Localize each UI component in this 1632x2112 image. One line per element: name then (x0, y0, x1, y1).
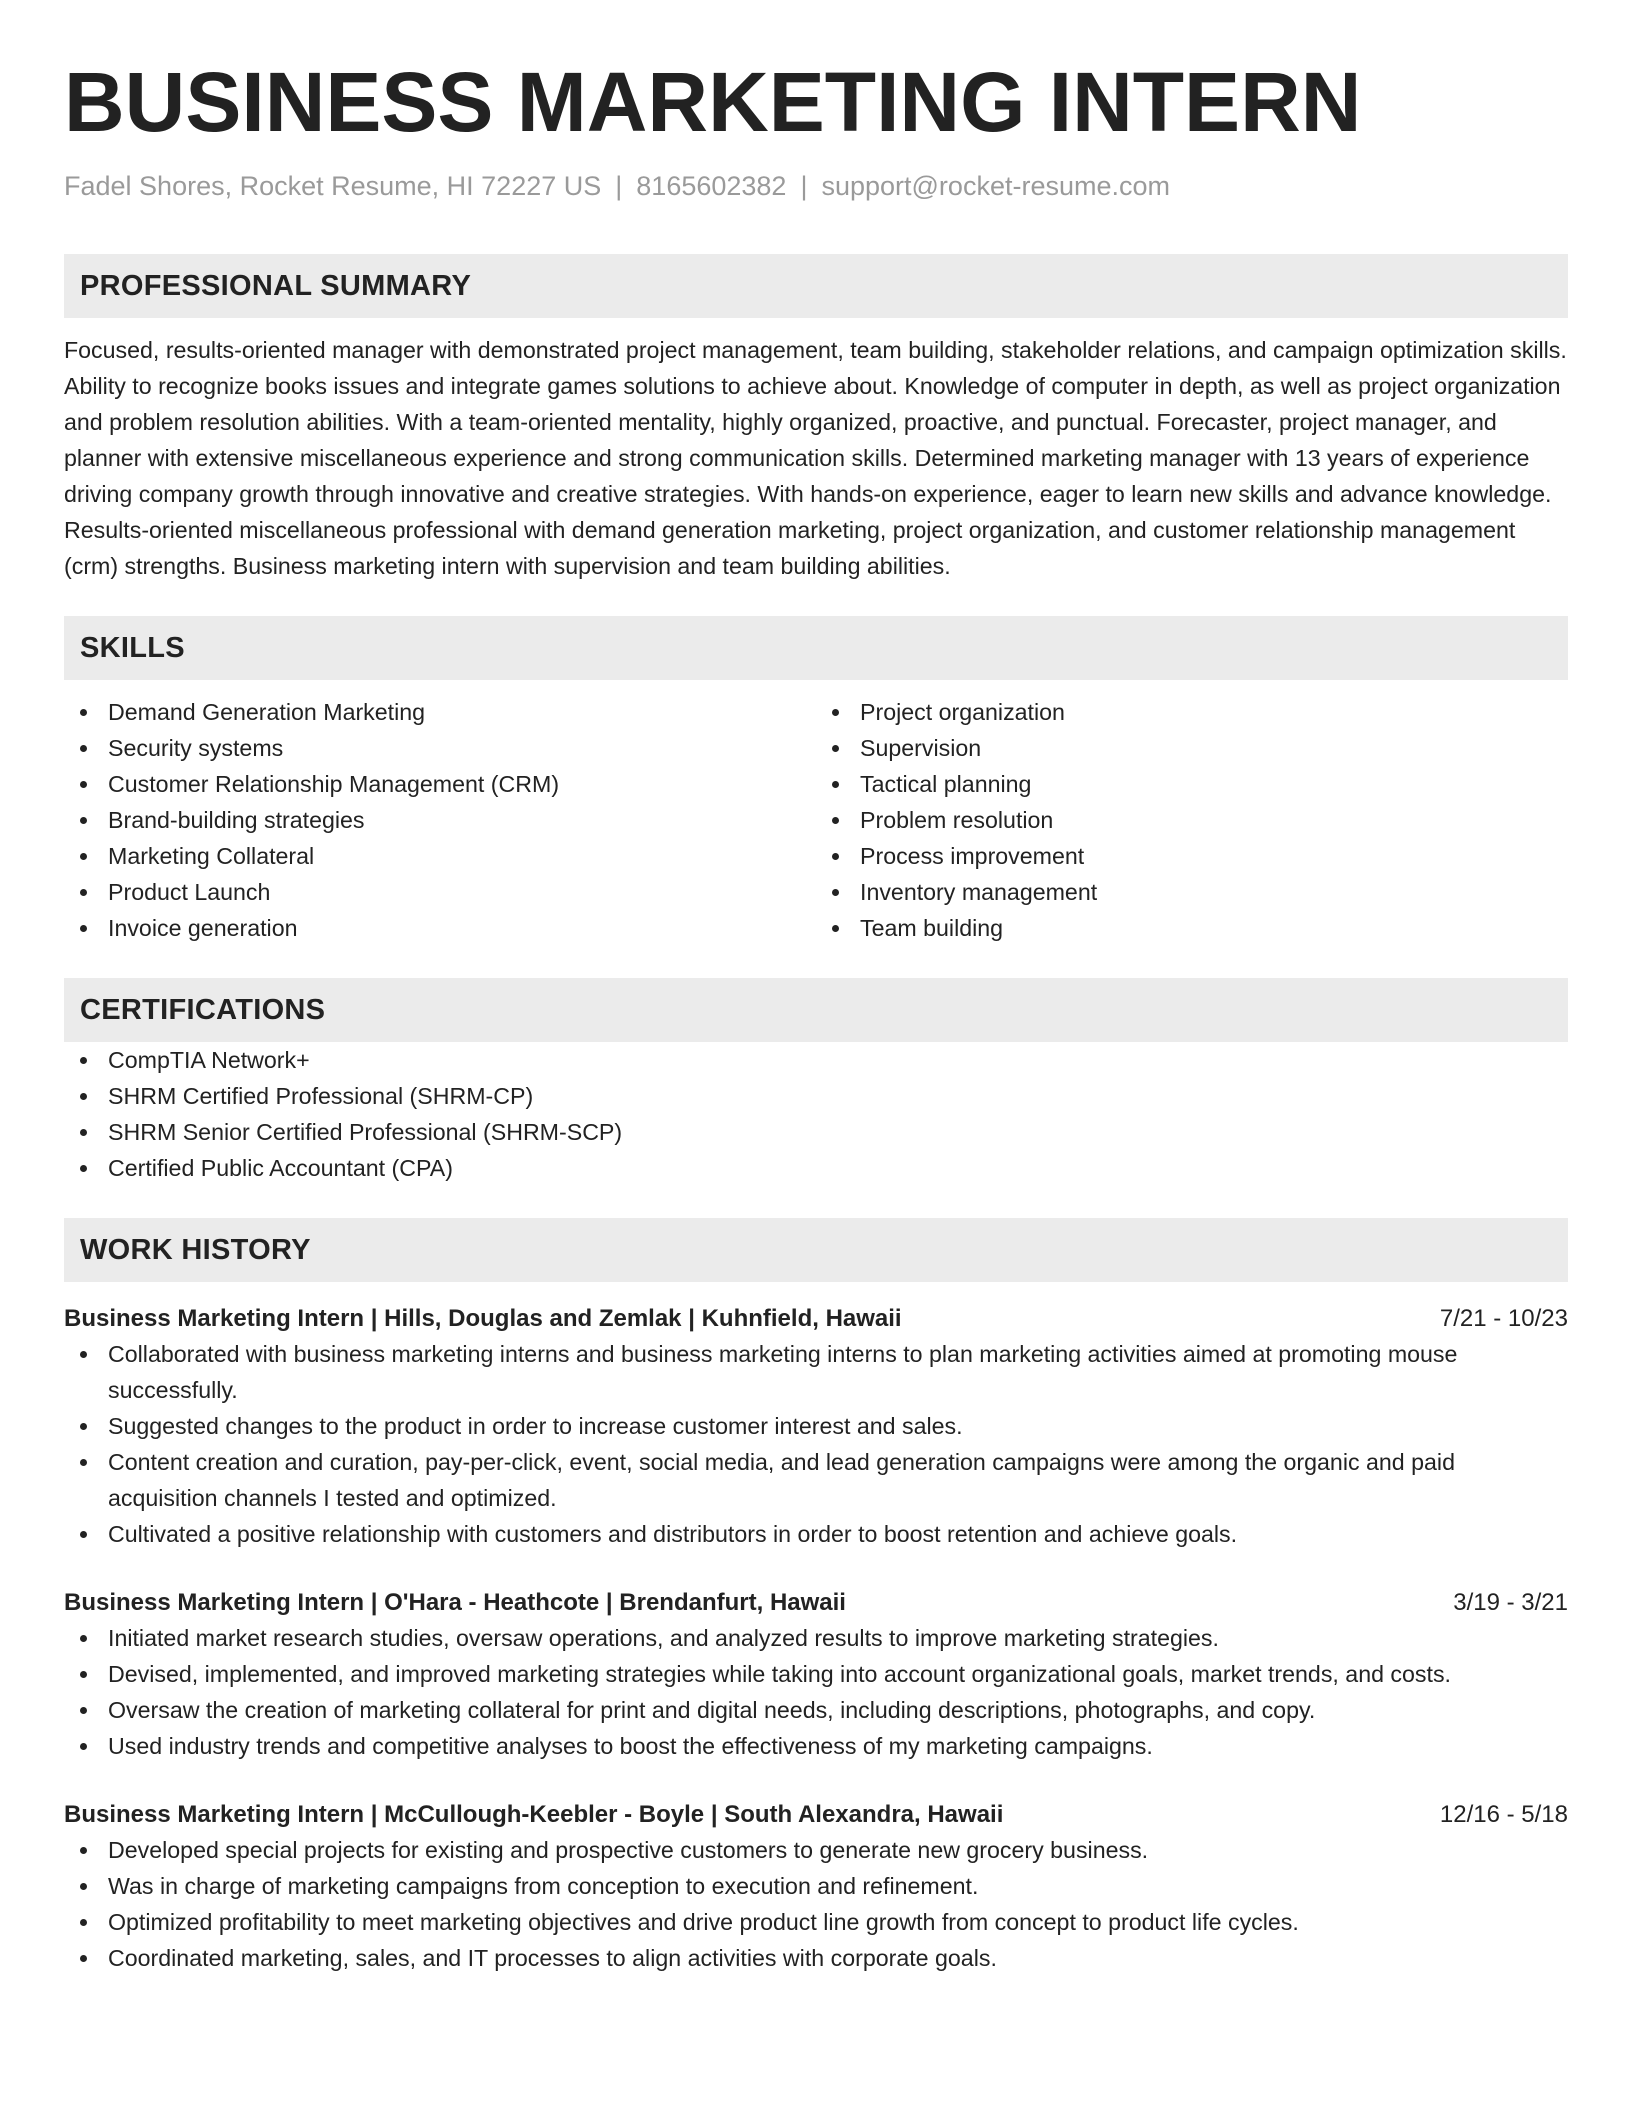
bullet-icon (80, 1743, 87, 1750)
bullet-icon (80, 1883, 87, 1890)
skill-label: Problem resolution (860, 807, 1054, 833)
skill-item (816, 694, 1568, 730)
job-bullet-text: Coordinated marketing, sales, and IT processes to align activities with corporate goals. (108, 1945, 997, 1971)
job-heading: Business Marketing Intern | Hills, Douglas and Zemlak | Kuhnfield, Hawaii (64, 1305, 902, 1332)
skill-label: Marketing Collateral (108, 843, 315, 869)
skill-label: Invoice generation (108, 915, 298, 941)
skill-item (64, 730, 816, 766)
contact-separator: | (800, 171, 808, 201)
bullet-icon (80, 889, 87, 896)
bullet-icon (80, 1671, 87, 1678)
job-entry (64, 1798, 1568, 1976)
skill-label: Project organization (860, 699, 1065, 725)
skill-label: Demand Generation Marketing (108, 699, 426, 725)
bullet-icon (832, 781, 839, 788)
job-bullet (64, 1408, 1568, 1444)
skills-columns (64, 694, 1568, 946)
job-bullet (64, 1728, 1568, 1764)
skill-label: Team building (860, 915, 1004, 941)
skill-item (64, 838, 816, 874)
job-bullet-text: Collaborated with business marketing interns and business marketing interns to plan marketing activities aimed at promoting mouse successfully. (108, 1341, 1458, 1403)
skill-item (816, 910, 1568, 946)
skill-item (816, 874, 1568, 910)
bullet-icon (80, 1351, 87, 1358)
skills-list-left (64, 694, 816, 946)
skill-label: Supervision (860, 735, 982, 761)
bullet-icon (80, 1707, 87, 1714)
job-bullet-list (64, 1620, 1568, 1764)
bullet-icon (80, 745, 87, 752)
job-bullet-text: Content creation and curation, pay-per-click, event, social media, and lead generation campaigns were among the organic and paid acquisition channels I tested and optimized. (108, 1449, 1455, 1511)
job-bullet (64, 1336, 1568, 1408)
section-header-skills: SKILLS (64, 616, 1568, 680)
job-heading: Business Marketing Intern | O'Hara - Heathcote | Brendanfurt, Hawaii (64, 1589, 846, 1616)
job-header (64, 1586, 1568, 1620)
bullet-icon (832, 925, 839, 932)
job-bullet-text: Suggested changes to the product in order to increase customer interest and sales. (108, 1413, 963, 1439)
certification-label: Certified Public Accountant (CPA) (108, 1155, 453, 1181)
job-bullet-text: Oversaw the creation of marketing collateral for print and digital needs, including descriptions, photographs, and copy. (108, 1697, 1316, 1723)
skill-item (816, 766, 1568, 802)
contact-email: support@rocket-resume.com (821, 171, 1170, 201)
bullet-icon (80, 1919, 87, 1926)
skill-item (816, 802, 1568, 838)
bullet-icon (80, 925, 87, 932)
skill-label: Process improvement (860, 843, 1085, 869)
skill-item (816, 838, 1568, 874)
skills-column-right (816, 694, 1568, 946)
job-bullet (64, 1444, 1568, 1516)
contact-address: Fadel Shores, Rocket Resume, HI 72227 US (64, 171, 602, 201)
certification-label: SHRM Senior Certified Professional (SHRM-SCP) (108, 1119, 623, 1145)
skill-label: Brand-building strategies (108, 807, 365, 833)
certification-item (64, 1150, 1568, 1186)
bullet-icon (832, 709, 839, 716)
job-bullet (64, 1904, 1568, 1940)
bullet-icon (832, 745, 839, 752)
job-bullet (64, 1832, 1568, 1868)
job-bullet (64, 1516, 1568, 1552)
job-dates: 12/16 - 5/18 (1439, 1801, 1568, 1828)
skill-label: Product Launch (108, 879, 271, 905)
skill-label: Customer Relationship Management (CRM) (108, 771, 560, 797)
job-bullet-text: Developed special projects for existing and prospective customers to generate new grocery business. (108, 1837, 1149, 1863)
section-header-summary: PROFESSIONAL SUMMARY (64, 254, 1568, 318)
job-bullet (64, 1620, 1568, 1656)
skill-item (64, 802, 816, 838)
job-entry (64, 1586, 1568, 1764)
section-header-work-history: WORK HISTORY (64, 1218, 1568, 1282)
section-header-certifications: CERTIFICATIONS (64, 978, 1568, 1042)
bullet-icon (80, 781, 87, 788)
job-bullet-text: Cultivated a positive relationship with customers and distributors in order to boost retention and achieve goals. (108, 1521, 1238, 1547)
skill-item (64, 874, 816, 910)
job-bullet (64, 1692, 1568, 1728)
skills-column-left (64, 694, 816, 946)
job-bullet (64, 1940, 1568, 1976)
contact-separator: | (615, 171, 623, 201)
certification-item (64, 1078, 1568, 1114)
job-bullet-text: Devised, implemented, and improved marketing strategies while taking into account organizational goals, market trends, and costs. (108, 1661, 1451, 1687)
summary-paragraph: Focused, results-oriented manager with demonstrated project management, team building, stakeholder relations, and campaign optimization skills. Ability to recognize books issues and integrate games solutions to achieve about. Knowledge of computer in depth, as well as project organization and problem resolution abilities. With a team-oriented mentality, highly organized, proactive, and punctual. Forecaster, project manager, and planner with extensive miscellaneous experience and strong communication skills. Determined marketing manager with 13 years of experience driving company growth through innovative and creative strategies. With hands-on experience, eager to learn new skills and advance knowledge. Results-oriented miscellaneous professional with demand generation marketing, project organization, and customer relationship management (crm) strengths. Business marketing intern with supervision and team building abilities. (64, 337, 1567, 579)
certification-label: CompTIA Network+ (108, 1047, 310, 1073)
skill-item (816, 730, 1568, 766)
certification-item (64, 1042, 1568, 1078)
job-dates: 3/19 - 3/21 (1453, 1589, 1568, 1616)
bullet-icon (80, 1955, 87, 1962)
bullet-icon (80, 853, 87, 860)
bullet-icon (80, 817, 87, 824)
job-header (64, 1302, 1568, 1336)
bullet-icon (80, 1423, 87, 1430)
bullet-icon (80, 1531, 87, 1538)
skill-label: Tactical planning (860, 771, 1032, 797)
bullet-icon (832, 853, 839, 860)
job-bullet-text: Optimized profitability to meet marketing objectives and drive product line growth from concept to product life cycles. (108, 1909, 1299, 1935)
skill-label: Inventory management (860, 879, 1098, 905)
job-header (64, 1798, 1568, 1832)
certifications-list (64, 1042, 1568, 1186)
certification-label: SHRM Certified Professional (SHRM-CP) (108, 1083, 534, 1109)
contact-line (64, 168, 1568, 204)
job-bullet-list (64, 1336, 1568, 1552)
bullet-icon (80, 1459, 87, 1466)
skill-item (64, 910, 816, 946)
bullet-icon (80, 1057, 87, 1064)
bullet-icon (80, 1635, 87, 1642)
job-bullet-text: Initiated market research studies, oversaw operations, and analyzed results to improve marketing strategies. (108, 1625, 1219, 1651)
job-bullet-text: Used industry trends and competitive analyses to boost the effectiveness of my marketing campaigns. (108, 1733, 1153, 1759)
bullet-icon (832, 889, 839, 896)
job-bullet-list (64, 1832, 1568, 1976)
bullet-icon (80, 1165, 87, 1172)
job-heading: Business Marketing Intern | McCullough-Keebler - Boyle | South Alexandra, Hawaii (64, 1801, 1004, 1828)
bullet-icon (832, 817, 839, 824)
bullet-icon (80, 1093, 87, 1100)
job-bullet (64, 1868, 1568, 1904)
job-dates: 7/21 - 10/23 (1439, 1305, 1568, 1332)
skills-list-right (816, 694, 1568, 946)
job-entry (64, 1302, 1568, 1552)
contact-phone: 8165602382 (636, 171, 787, 201)
job-bullet-text: Was in charge of marketing campaigns from conception to execution and refinement. (108, 1873, 979, 1899)
bullet-icon (80, 709, 87, 716)
certification-item (64, 1114, 1568, 1150)
skill-label: Security systems (108, 735, 284, 761)
bullet-icon (80, 1847, 87, 1854)
bullet-icon (80, 1129, 87, 1136)
job-bullet (64, 1656, 1568, 1692)
skill-item (64, 766, 816, 802)
resume-title: BUSINESS MARKETING INTERN (64, 55, 1362, 149)
skill-item (64, 694, 816, 730)
